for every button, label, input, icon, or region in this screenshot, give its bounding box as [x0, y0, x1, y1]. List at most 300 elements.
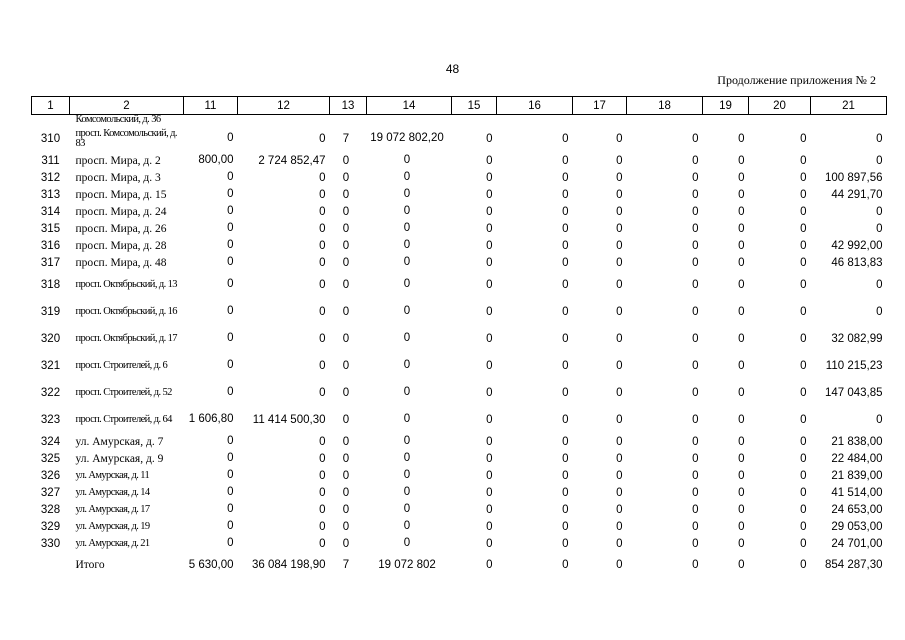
total-col-20: 0: [800, 559, 807, 571]
column-header-20: 20: [749, 97, 811, 115]
col-19-cell: 0: [738, 537, 745, 550]
col-20-cell: 0: [800, 332, 807, 345]
col-15-cell: 0: [486, 132, 493, 145]
address-cell: просп. Октябрьский, д. 17: [75, 332, 177, 344]
row-number-cell: 321: [40, 359, 61, 372]
col-11-cell: 0: [227, 305, 234, 317]
address-cell: Комсомольский, д. 36: [75, 114, 161, 125]
col-16-cell: 0: [562, 520, 569, 533]
address-cell: ул. Амурская, д. 21: [75, 537, 150, 549]
col-21-cell: 147 043,85: [824, 386, 883, 399]
table-row: [32, 186, 887, 203]
col-16-cell: 0: [562, 537, 569, 550]
col-16-cell: 0: [562, 486, 569, 499]
row-number-cell: 327: [40, 486, 61, 499]
col-15-cell: 0: [486, 413, 493, 426]
column-header-16: 16: [497, 97, 573, 115]
table-row: [32, 450, 887, 467]
col-14-cell: 0: [403, 520, 411, 532]
col-12-cell: 0: [319, 332, 326, 345]
col-12-cell: 0: [319, 359, 326, 372]
col-15-cell: 0: [486, 205, 493, 218]
col-16-cell: 0: [562, 132, 569, 145]
col-18-cell: 0: [692, 486, 699, 499]
col-16-cell: 0: [562, 452, 569, 465]
address-cell: ул. Амурская, д. 11: [75, 469, 150, 481]
col-19-cell: 0: [738, 452, 745, 465]
col-19-cell: 0: [738, 222, 745, 235]
col-15-cell: 0: [486, 435, 493, 448]
col-16-cell: 0: [562, 188, 569, 201]
col-17-cell: 0: [616, 469, 623, 482]
col-20-cell: 0: [800, 359, 807, 372]
col-16-cell: 0: [562, 435, 569, 448]
col-13-cell: 0: [342, 332, 350, 345]
col-21-cell: 24 701,00: [831, 537, 883, 550]
row-number-cell: 318: [40, 278, 61, 291]
col-20-cell: 0: [800, 132, 807, 145]
col-12-cell: 0: [319, 435, 326, 448]
col-14-cell: 0: [403, 503, 411, 515]
col-16-cell: 0: [562, 332, 569, 345]
col-13-cell: 0: [342, 222, 350, 235]
page-number: 48: [445, 62, 460, 76]
col-21-cell: 0: [876, 154, 883, 167]
col-15-cell: 0: [486, 239, 493, 252]
col-18-cell: 0: [692, 205, 699, 218]
col-18-cell: 0: [692, 452, 699, 465]
col-13-cell: 0: [342, 386, 350, 399]
address-cell: просп. Мира, д. 15: [75, 188, 167, 201]
col-11-cell: 0: [227, 239, 234, 251]
col-17-cell: 0: [616, 486, 623, 499]
col-19-cell: 0: [738, 132, 745, 145]
col-16-cell: 0: [562, 222, 569, 235]
col-15-cell: 0: [486, 332, 493, 345]
col-14-cell: 0: [403, 256, 411, 268]
row-number-cell: 329: [40, 520, 61, 533]
row-number-cell: 323: [40, 413, 61, 426]
col-15-cell: 0: [486, 386, 493, 399]
address-cell: просп. Комсомольский, д. 83: [75, 127, 177, 149]
row-number-cell: 313: [40, 188, 61, 201]
col-21-cell: 21 838,00: [831, 435, 883, 448]
col-19-cell: 0: [738, 332, 745, 345]
header-row: [32, 97, 887, 115]
col-16-cell: 0: [562, 256, 569, 269]
col-19-cell: 0: [738, 239, 745, 252]
table-row: [32, 484, 887, 501]
col-11-cell: 0: [227, 435, 234, 447]
col-19-cell: 0: [738, 486, 745, 499]
col-19-cell: 0: [738, 305, 745, 318]
col-21-cell: 0: [876, 222, 883, 235]
table-row: [32, 501, 887, 518]
col-13-cell: 0: [342, 278, 350, 291]
col-17-cell: 0: [616, 413, 623, 426]
address-cell: ул. Амурская, д. 7: [75, 435, 164, 448]
table-row: [32, 271, 887, 298]
col-11-cell: 0: [227, 171, 234, 183]
col-15-cell: 0: [486, 188, 493, 201]
col-13-cell: 0: [342, 305, 350, 318]
col-11-cell: 0: [227, 520, 234, 532]
col-17-cell: 0: [616, 188, 623, 201]
col-15-cell: 0: [486, 503, 493, 516]
col-16-cell: 0: [562, 413, 569, 426]
col-20-cell: 0: [800, 305, 807, 318]
col-14-cell: 0: [403, 386, 411, 398]
address-cell: просп. Мира, д. 2: [75, 154, 161, 167]
table-row: [32, 152, 887, 169]
col-19-cell: 0: [738, 469, 745, 482]
table-row: [32, 298, 887, 325]
total-col-21: 854 287,30: [824, 559, 883, 571]
col-19-cell: 0: [738, 278, 745, 291]
col-11-cell: 0: [227, 256, 234, 268]
col-17-cell: 0: [616, 359, 623, 372]
col-21-cell: 32 082,99: [831, 332, 883, 345]
column-header-19: 19: [703, 97, 749, 115]
col-14-cell: 0: [403, 278, 411, 290]
col-18-cell: 0: [692, 222, 699, 235]
col-12-cell: 0: [319, 486, 326, 499]
total-col-18: 0: [692, 559, 699, 571]
address-cell: просп. Строителей, д. 6: [75, 359, 168, 371]
total-col-16: 0: [562, 559, 569, 571]
col-21-cell: 29 053,00: [831, 520, 883, 533]
row-number-cell: 314: [40, 205, 61, 218]
col-15-cell: 0: [486, 452, 493, 465]
col-20-cell: 0: [800, 520, 807, 533]
col-15-cell: 0: [486, 537, 493, 550]
col-21-cell: 0: [876, 205, 883, 218]
col-21-cell: 22 484,00: [831, 452, 883, 465]
col-14-cell: 0: [403, 486, 411, 498]
col-17-cell: 0: [616, 239, 623, 252]
total-col-13: 7: [342, 559, 350, 571]
col-13-cell: 0: [342, 171, 350, 184]
address-cell: просп. Мира, д. 48: [75, 256, 167, 269]
col-19-cell: 0: [738, 188, 745, 201]
col-15-cell: 0: [486, 154, 493, 167]
col-11-cell: 1 606,80: [188, 413, 234, 425]
col-18-cell: 0: [692, 435, 699, 448]
table-row: [32, 352, 887, 379]
col-17-cell: 0: [616, 452, 623, 465]
col-11-cell: 0: [227, 222, 234, 234]
col-20-cell: 0: [800, 486, 807, 499]
col-13-cell: 0: [342, 520, 350, 533]
col-17-cell: 0: [616, 205, 623, 218]
address-cell: просп. Октябрьский, д. 16: [75, 305, 177, 317]
col-15-cell: 0: [486, 359, 493, 372]
col-18-cell: 0: [692, 503, 699, 516]
row-number-cell: 312: [40, 171, 61, 184]
column-header-1: 1: [32, 97, 70, 115]
table-row: [32, 467, 887, 484]
col-19-cell: 0: [738, 154, 745, 167]
col-20-cell: 0: [800, 537, 807, 550]
row-number-cell: 317: [40, 256, 61, 269]
col-21-cell: 110 215,23: [825, 359, 883, 372]
col-14-cell: 19 072 802,20: [370, 132, 444, 144]
col-17-cell: 0: [616, 222, 623, 235]
row-number-cell: 326: [40, 469, 61, 482]
col-17-cell: 0: [616, 171, 623, 184]
col-18-cell: 0: [692, 171, 699, 184]
col-21-cell: 100 897,56: [824, 171, 883, 184]
address-cell: просп. Мира, д. 28: [75, 239, 167, 252]
col-17-cell: 0: [616, 537, 623, 550]
col-18-cell: 0: [692, 537, 699, 550]
row-number-cell: 320: [40, 332, 61, 345]
col-11-cell: 0: [227, 503, 234, 515]
col-19-cell: 0: [738, 256, 745, 269]
col-11-cell: 0: [227, 386, 234, 398]
col-11-cell: 0: [227, 486, 234, 498]
col-17-cell: 0: [616, 154, 623, 167]
column-header-12: 12: [238, 97, 330, 115]
col-18-cell: 0: [692, 332, 699, 345]
table-row: [32, 125, 887, 152]
address-cell: просп. Строителей, д. 64: [75, 413, 172, 425]
col-14-cell: 0: [403, 154, 411, 166]
col-18-cell: 0: [692, 154, 699, 167]
col-13-cell: 0: [342, 537, 350, 550]
row-number-cell: 328: [40, 503, 61, 516]
col-13-cell: 0: [342, 154, 350, 167]
table-row: [32, 169, 887, 186]
col-11-cell: 0: [227, 359, 234, 371]
row-number-cell: 324: [40, 435, 61, 448]
total-col-19: 0: [738, 559, 745, 571]
address-cell: ул. Амурская, д. 14: [75, 486, 150, 498]
address-cell: ул. Амурская, д. 9: [75, 452, 164, 465]
col-14-cell: 0: [403, 205, 411, 217]
col-17-cell: 0: [616, 435, 623, 448]
address-cell: просп. Октябрьский, д. 13: [75, 278, 177, 290]
col-14-cell: 0: [403, 435, 411, 447]
row-number-cell: 330: [40, 537, 61, 550]
total-col-14: 19 072 802: [378, 558, 436, 571]
col-19-cell: 0: [738, 359, 745, 372]
col-15-cell: 0: [486, 469, 493, 482]
col-14-cell: 0: [403, 469, 411, 481]
table-row: [32, 220, 887, 237]
col-12-cell: 0: [319, 305, 326, 318]
col-13-cell: 0: [342, 452, 350, 465]
col-16-cell: 0: [562, 469, 569, 482]
col-15-cell: 0: [486, 520, 493, 533]
col-11-cell: 0: [227, 132, 234, 144]
col-20-cell: 0: [800, 469, 807, 482]
col-21-cell: 0: [876, 278, 883, 291]
col-14-cell: 0: [403, 222, 411, 234]
table-row: [32, 254, 887, 271]
column-header-18: 18: [627, 97, 703, 115]
col-13-cell: 0: [342, 469, 350, 482]
total-label: Итого: [75, 559, 105, 571]
col-16-cell: 0: [562, 278, 569, 291]
table-row: [32, 535, 887, 552]
col-20-cell: 0: [800, 256, 807, 269]
address-cell: ул. Амурская, д. 19: [75, 520, 150, 532]
col-11-cell: 0: [227, 452, 234, 464]
col-20-cell: 0: [800, 154, 807, 167]
col-18-cell: 0: [692, 305, 699, 318]
col-21-cell: 44 291,70: [831, 188, 883, 201]
col-12-cell: 0: [319, 503, 326, 516]
col-18-cell: 0: [692, 256, 699, 269]
col-14-cell: 0: [403, 413, 411, 425]
col-14-cell: 0: [403, 332, 411, 344]
col-21-cell: 42 992,00: [831, 239, 883, 252]
table-row: [32, 406, 887, 433]
column-header-15: 15: [452, 97, 497, 115]
col-16-cell: 0: [562, 305, 569, 318]
col-17-cell: 0: [616, 520, 623, 533]
col-19-cell: 0: [738, 386, 745, 399]
col-12-cell: 2 724 852,47: [258, 154, 326, 167]
col-11-cell: 0: [227, 537, 234, 549]
col-14-cell: 0: [403, 171, 411, 183]
col-15-cell: 0: [486, 222, 493, 235]
col-14-cell: 0: [403, 305, 411, 317]
col-18-cell: 0: [692, 386, 699, 399]
column-header-2: 2: [70, 97, 184, 115]
total-col-15: 0: [486, 559, 493, 571]
table-row: [32, 325, 887, 352]
col-17-cell: 0: [616, 503, 623, 516]
col-19-cell: 0: [738, 171, 745, 184]
col-19-cell: 0: [738, 520, 745, 533]
col-21-cell: 21 839,00: [831, 469, 883, 482]
col-15-cell: 0: [486, 171, 493, 184]
col-12-cell: 0: [319, 278, 326, 291]
col-16-cell: 0: [562, 386, 569, 399]
row-number-cell: 316: [40, 239, 61, 252]
col-14-cell: 0: [403, 239, 411, 251]
table-row: [32, 237, 887, 254]
column-header-14: 14: [367, 97, 452, 115]
row-number-cell: 325: [40, 452, 61, 465]
col-20-cell: 0: [800, 503, 807, 516]
col-13-cell: 7: [342, 132, 350, 145]
col-16-cell: 0: [562, 503, 569, 516]
table-row: [32, 433, 887, 450]
column-header-17: 17: [573, 97, 627, 115]
col-13-cell: 0: [342, 239, 350, 252]
col-12-cell: 0: [319, 537, 326, 550]
col-11-cell: 0: [227, 469, 234, 481]
col-19-cell: 0: [738, 503, 745, 516]
col-12-cell: 0: [319, 239, 326, 252]
col-12-cell: 0: [319, 452, 326, 465]
col-16-cell: 0: [562, 205, 569, 218]
col-20-cell: 0: [800, 452, 807, 465]
col-18-cell: 0: [692, 278, 699, 291]
col-13-cell: 0: [342, 435, 350, 448]
col-18-cell: 0: [692, 188, 699, 201]
col-20-cell: 0: [800, 171, 807, 184]
table-row-partial: [32, 115, 887, 126]
row-number-cell: 319: [40, 305, 61, 318]
col-21-cell: 0: [876, 413, 883, 426]
col-14-cell: 0: [403, 188, 411, 200]
col-12-cell: 0: [319, 171, 326, 184]
col-12-cell: 0: [319, 205, 326, 218]
column-header-11: 11: [184, 97, 238, 115]
table-row: [32, 518, 887, 535]
col-18-cell: 0: [692, 132, 699, 145]
col-12-cell: 0: [319, 469, 326, 482]
col-14-cell: 0: [403, 359, 411, 371]
col-17-cell: 0: [616, 332, 623, 345]
col-11-cell: 0: [227, 205, 234, 217]
col-20-cell: 0: [800, 222, 807, 235]
col-16-cell: 0: [562, 359, 569, 372]
col-16-cell: 0: [562, 154, 569, 167]
col-21-cell: 24 653,00: [831, 503, 883, 516]
col-19-cell: 0: [738, 413, 745, 426]
row-number-cell: 310: [40, 132, 61, 145]
total-col-12: 36 084 198,90: [251, 559, 326, 571]
col-13-cell: 0: [342, 188, 350, 201]
col-20-cell: 0: [800, 278, 807, 291]
data-table: [31, 96, 887, 578]
col-15-cell: 0: [486, 278, 493, 291]
col-16-cell: 0: [562, 171, 569, 184]
col-13-cell: 0: [342, 413, 350, 426]
row-number-cell: 315: [40, 222, 61, 235]
col-11-cell: 800,00: [198, 154, 234, 166]
col-13-cell: 0: [342, 486, 350, 499]
col-17-cell: 0: [616, 256, 623, 269]
col-15-cell: 0: [486, 486, 493, 499]
col-12-cell: 0: [319, 188, 326, 201]
col-16-cell: 0: [562, 239, 569, 252]
table-row: [32, 379, 887, 406]
continuation-note: Продолжение приложения № 2: [717, 73, 876, 87]
total-row: [32, 552, 887, 578]
col-12-cell: 11 414 500,30: [252, 413, 326, 426]
col-12-cell: 0: [319, 256, 326, 269]
col-17-cell: 0: [616, 305, 623, 318]
total-col-17: 0: [616, 559, 623, 571]
col-15-cell: 0: [486, 305, 493, 318]
col-17-cell: 0: [616, 278, 623, 291]
col-12-cell: 0: [319, 222, 326, 235]
col-21-cell: 46 813,83: [831, 256, 883, 269]
col-11-cell: 0: [227, 278, 234, 290]
col-18-cell: 0: [692, 469, 699, 482]
col-20-cell: 0: [800, 413, 807, 426]
col-14-cell: 0: [403, 537, 411, 549]
col-11-cell: 0: [227, 332, 234, 344]
col-18-cell: 0: [692, 413, 699, 426]
col-20-cell: 0: [800, 188, 807, 201]
column-header-21: 21: [811, 97, 887, 115]
col-20-cell: 0: [800, 386, 807, 399]
address-cell: ул. Амурская, д. 17: [75, 503, 150, 515]
column-header-13: 13: [330, 97, 367, 115]
col-20-cell: 0: [800, 205, 807, 218]
col-21-cell: 0: [876, 132, 883, 145]
col-20-cell: 0: [800, 435, 807, 448]
col-21-cell: 0: [876, 305, 883, 318]
col-14-cell: 0: [403, 452, 411, 464]
